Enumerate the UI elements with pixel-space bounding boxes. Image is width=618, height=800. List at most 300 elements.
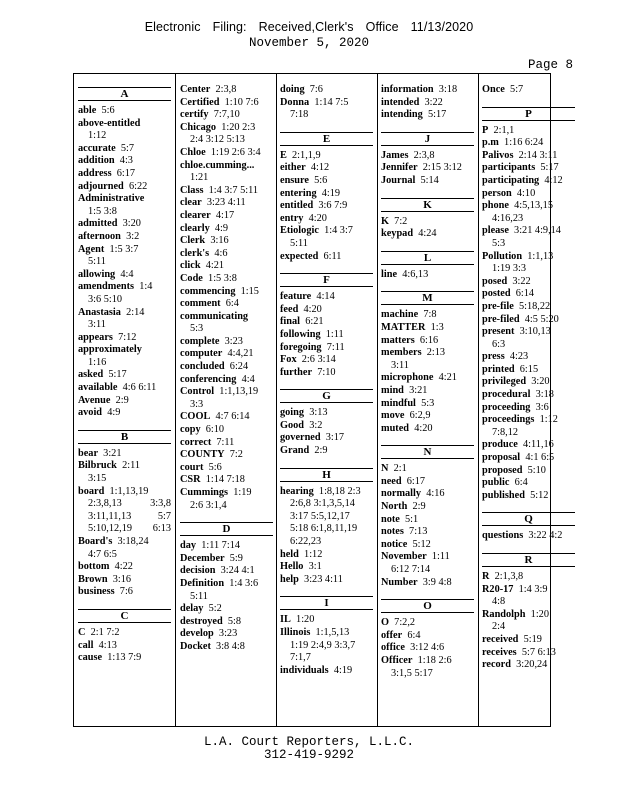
index-word: privileged: [482, 376, 527, 388]
index-entry: [280, 354, 373, 367]
index-refs-continued: 4:16,23: [492, 212, 524, 224]
index-refs: 4:3: [119, 155, 133, 167]
index-entry: [280, 329, 373, 342]
index-word: Donna: [280, 96, 310, 108]
index-refs: 4:7 6:14: [215, 411, 250, 423]
index-entry: [280, 420, 373, 433]
index-refs: 3:12 4:6: [410, 642, 445, 654]
index-word: notes: [381, 526, 404, 538]
index-refs: 3:18: [535, 389, 554, 401]
index-refs-continued: 3:15: [88, 473, 107, 485]
index-word: received: [482, 633, 519, 645]
index-refs: 1:12: [539, 414, 558, 426]
index-entry: [280, 175, 373, 188]
index-refs-continued: 5:3: [492, 237, 506, 249]
index-word: Chloe: [180, 146, 206, 158]
index-refs: 4:6 6:11: [122, 382, 157, 394]
index-word: feed: [280, 303, 299, 315]
index-refs: 3:20,24: [516, 659, 548, 671]
index-word: proceedings: [482, 414, 535, 426]
index-word: admitted: [78, 218, 118, 230]
index-refs: 4:22: [114, 561, 133, 573]
index-entry: [78, 193, 171, 206]
index-entry: [381, 150, 474, 163]
index-word: certify: [180, 109, 209, 121]
index-entry: [280, 574, 373, 587]
index-refs-continued: 1:19 3:3: [492, 263, 527, 275]
index-word: Certified: [180, 96, 220, 108]
index-word: amendments: [78, 281, 135, 293]
filing-stamp-date: 11/13/2020: [410, 20, 474, 34]
index-refs: 7:11: [326, 341, 345, 353]
index-refs: 6:4: [225, 298, 239, 310]
index-column-4: [381, 84, 474, 680]
index-entry: [180, 641, 273, 654]
index-entry: [78, 407, 171, 420]
index-word: Pollution: [482, 250, 523, 262]
index-entry: [78, 155, 171, 168]
index-entry: [180, 273, 273, 286]
letter-heading: A: [78, 87, 171, 101]
index-word: avoid: [78, 407, 103, 419]
index-entry: [280, 627, 373, 640]
filing-electronic: Electronic: [144, 20, 201, 34]
index-refs: 4:24: [418, 228, 437, 240]
index-refs: 1:5 3:8: [208, 272, 237, 284]
index-refs: 3:16: [112, 573, 132, 585]
index-entry: [78, 586, 171, 599]
index-refs-continued: [78, 511, 171, 524]
index-refs: 5:7 6:13: [521, 646, 556, 658]
index-refs: 3:23: [224, 335, 243, 347]
index-word: North: [381, 501, 408, 513]
index-refs: 4:14: [316, 291, 335, 303]
index-refs: 4:16: [426, 488, 445, 500]
index-refs: 5:2: [208, 603, 222, 615]
index-entry: [280, 614, 373, 627]
index-refs-continued: 3:17 5:5,12,17: [290, 510, 350, 522]
index-word: move: [381, 410, 405, 422]
index-entry: [78, 143, 171, 156]
column-divider: [276, 74, 277, 726]
index-refs-continued: 3:6 5:10: [88, 293, 123, 305]
index-entry: [381, 269, 474, 282]
index-entry: [280, 150, 373, 163]
index-word: present: [482, 326, 515, 338]
index-word: copy: [180, 424, 201, 436]
index-entry: [482, 477, 575, 490]
index-refs: 1:19: [233, 487, 252, 498]
index-entry: [180, 147, 273, 160]
index-word: entitled: [280, 200, 314, 212]
index-refs: 3:22 4:2: [528, 530, 563, 542]
index-word: offer: [381, 629, 403, 641]
index-refs: 5:6: [101, 105, 115, 116]
index-entry: [482, 584, 575, 597]
index-entry: [482, 326, 575, 339]
index-entry: [381, 410, 474, 423]
index-refs-continued: 6:12 7:14: [391, 564, 431, 576]
index-word: P: [482, 124, 489, 136]
index-refs-continued: 1:16: [88, 356, 107, 368]
index-entry: [381, 539, 474, 552]
index-entry: [381, 642, 474, 655]
index-refs: 3:18: [438, 84, 458, 95]
index-refs: 2:9: [412, 501, 426, 513]
index-entry: [280, 188, 373, 201]
index-refs: 1:11 7:14: [201, 540, 240, 552]
index-refs: 1:13 7:9: [107, 652, 142, 664]
index-entry: [78, 561, 171, 574]
index-entry: [78, 118, 171, 131]
index-entry: [78, 574, 171, 587]
index-refs: 1:5 3:7: [109, 243, 139, 255]
index-refs: 5:8: [227, 615, 242, 627]
index-entry: [482, 634, 575, 647]
index-refs: 1:1,13: [527, 250, 554, 262]
index-entry: [180, 424, 273, 437]
index-refs: 1:20 2:3: [221, 121, 256, 133]
index-entry: [78, 332, 171, 345]
index-entry: [381, 109, 474, 122]
index-refs: 4:9: [214, 222, 229, 234]
index-refs: 6:21: [305, 316, 324, 328]
index-word: record: [482, 659, 511, 671]
index-word: microphone: [381, 372, 434, 384]
index-entry: [78, 231, 171, 244]
index-refs: 2:14: [126, 306, 145, 318]
index-refs: 2:6 3:14: [301, 354, 336, 366]
letter-heading: N: [381, 445, 474, 459]
index-refs: 4:23: [509, 351, 529, 363]
index-refs: 6:15: [519, 363, 539, 375]
index-refs: 3:21 4:9,14: [514, 225, 561, 237]
index-entry: [78, 640, 171, 653]
index-entry: [381, 526, 474, 539]
index-entry: [180, 540, 273, 553]
index-refs: 1:1,5,13: [315, 627, 350, 638]
index-entry: [482, 376, 575, 389]
index-entry: [482, 125, 575, 138]
index-word: Etiologic: [280, 225, 319, 237]
index-refs: 5:7: [510, 84, 524, 95]
index-refs: 6:13: [152, 523, 171, 535]
index-entry: [482, 571, 575, 584]
index-entry: [381, 97, 474, 110]
index-refs: 1:4 3:7 5:11: [208, 184, 259, 196]
index-refs: 3:8 4:8: [216, 640, 245, 652]
index-word: person: [482, 187, 512, 199]
index-word: Chicago: [180, 121, 217, 133]
letter-heading: K: [381, 198, 474, 212]
index-word: board: [78, 485, 105, 497]
index-word: adjourned: [78, 180, 124, 192]
index-word: members: [381, 347, 422, 359]
index-refs: 5:7: [120, 142, 135, 154]
index-word: COOL: [180, 411, 211, 423]
index-refs: 2:11: [122, 460, 141, 472]
index-refs: 5:17: [108, 369, 127, 381]
index-refs: 5:6: [314, 174, 328, 186]
hearing-date: November 5, 2020: [248, 36, 370, 50]
index-entry: [482, 609, 575, 622]
index-word: expected: [280, 250, 319, 262]
index-refs: 6:2,9: [409, 410, 431, 422]
index-refs: 5:18,22: [519, 300, 551, 312]
index-refs-continued: 5:11: [190, 590, 208, 602]
index-entry: [280, 432, 373, 445]
index-entry: [78, 168, 171, 181]
index-entry: [381, 577, 474, 590]
index-refs: 1:4: [139, 281, 153, 293]
index-refs: 3:20: [531, 376, 550, 388]
index-entry: [280, 486, 373, 499]
index-refs: 3:22: [424, 96, 443, 108]
index-word: COUNTY: [180, 449, 225, 461]
index-refs-continued: 1:21: [190, 172, 209, 184]
index-refs: 2:1 7:2: [90, 626, 120, 638]
index-entry: [381, 488, 474, 501]
filing-label: Filing:: [212, 20, 247, 34]
index-word: Fox: [280, 354, 297, 366]
index-word: information: [381, 84, 434, 95]
index-word: cause: [78, 652, 103, 664]
index-refs: 1:14 7:18: [205, 474, 245, 486]
index-word: entering: [280, 187, 317, 199]
index-word: office: [381, 642, 406, 654]
index-entry: [180, 386, 273, 399]
index-word: day: [180, 540, 197, 552]
letter-heading: B: [78, 430, 171, 444]
index-entry: [482, 439, 575, 452]
index-entry: [280, 665, 373, 678]
index-entry: [280, 200, 373, 213]
index-word: doing: [280, 84, 305, 95]
index-refs: 1:1,13,19: [219, 386, 259, 398]
letter-heading: D: [180, 522, 273, 536]
index-refs: 6:14: [515, 288, 535, 300]
index-entry: [381, 175, 474, 188]
index-word: clearer: [180, 209, 211, 221]
index-word: able: [78, 105, 97, 116]
index-refs-continued: [78, 523, 171, 536]
index-word: afternoon: [78, 230, 121, 242]
index-refs: 6:11: [323, 250, 342, 262]
index-refs: 2:1: [393, 463, 407, 475]
index-refs: 6:4: [407, 629, 421, 641]
index-refs: 4:19: [321, 187, 341, 199]
index-entry: [180, 122, 273, 135]
index-refs-continued: 5:3: [190, 323, 204, 335]
index-entry: [482, 137, 575, 150]
index-refs: 1:16 6:24: [504, 137, 544, 149]
index-word: E: [280, 149, 287, 161]
index-entry: [78, 369, 171, 382]
index-entry: [280, 407, 373, 420]
index-word: conferencing: [180, 373, 237, 385]
index-refs: 1:11: [431, 551, 450, 563]
index-entry: [482, 659, 575, 672]
index-word: Randolph: [482, 608, 526, 620]
index-entry: [482, 465, 575, 478]
index-word: IL: [280, 614, 291, 626]
index-refs-continued: 7:1,7: [290, 652, 311, 664]
index-refs: 3:21: [103, 447, 122, 459]
index-entry: [482, 647, 575, 660]
filing-stamp: [0, 20, 618, 34]
letter-heading: F: [280, 273, 373, 287]
index-entry: [180, 361, 273, 374]
index-refs: 3:20: [122, 218, 141, 230]
column-divider: [377, 74, 378, 726]
index-entry: [78, 460, 171, 473]
index-refs: 6:10: [205, 424, 225, 436]
index-word: Avenue: [78, 394, 111, 406]
index-refs: 6:22: [128, 180, 148, 192]
index-word: foregoing: [280, 341, 322, 353]
letter-heading: H: [280, 468, 373, 482]
letter-heading: E: [280, 132, 373, 146]
index-entry: [280, 225, 373, 238]
index-word: O: [381, 617, 390, 629]
index-word: allowing: [78, 268, 116, 280]
index-refs: 7:7,10: [213, 109, 240, 121]
index-refs: 4:21: [438, 372, 457, 384]
index-word: notice: [381, 538, 408, 550]
index-refs: 1:15: [240, 285, 259, 297]
index-refs: 2:9: [115, 394, 129, 406]
index-refs: 2:9: [314, 445, 328, 457]
index-word: clearly: [180, 222, 210, 234]
index-word: Brown: [78, 573, 108, 585]
index-word: accurate: [78, 142, 116, 154]
index-refs: 2:3,8,13: [88, 498, 122, 510]
index-word: address: [78, 167, 112, 179]
index-word: hearing: [280, 485, 314, 497]
index-word: published: [482, 489, 525, 501]
index-entry: [381, 476, 474, 489]
index-refs-continued: 4:8: [492, 596, 506, 608]
index-word: need: [381, 475, 402, 487]
index-entry: [180, 298, 273, 311]
index-refs: 3:3,8: [150, 498, 171, 510]
index-word: final: [280, 316, 301, 328]
index-word: phone: [482, 200, 509, 212]
index-entry: [180, 311, 273, 324]
index-refs: 3:17: [325, 432, 345, 444]
index-refs-continued: 3:11: [391, 359, 409, 371]
index-entry: [381, 84, 474, 97]
index-frame: [73, 73, 563, 727]
index-entry: [78, 627, 171, 640]
index-word: posted: [482, 288, 511, 300]
index-word: addition: [78, 155, 115, 167]
index-column-3: [280, 84, 373, 677]
index-entry: [180, 487, 273, 500]
index-refs: 5:17: [540, 162, 559, 174]
index-refs: 1:3: [430, 321, 444, 333]
index-refs-continued: 2:4: [492, 621, 506, 633]
index-entry: [180, 462, 273, 475]
index-refs: 3:11,11,13: [88, 510, 132, 522]
index-refs: 6:17: [116, 167, 136, 179]
index-entry: [280, 97, 373, 110]
index-word: Definition: [180, 577, 225, 589]
index-word: line: [381, 268, 398, 280]
index-entry: [381, 463, 474, 476]
index-entry: [482, 490, 575, 503]
index-entry: [482, 314, 575, 327]
index-word: held: [280, 548, 299, 560]
index-refs: 3:23: [218, 628, 238, 640]
index-word: develop: [180, 628, 214, 640]
index-word: matters: [381, 334, 415, 346]
index-word: proposal: [482, 452, 521, 464]
letter-heading: G: [280, 389, 373, 403]
index-word: press: [482, 351, 505, 363]
index-refs: 3:2: [126, 230, 140, 242]
index-word: feature: [280, 291, 312, 303]
index-refs-continued: 1:19 2:4,9 3:3,7: [290, 639, 356, 651]
index-refs: 4:20: [303, 303, 322, 315]
index-refs: 4:12: [310, 162, 330, 174]
index-word: either: [280, 162, 306, 174]
index-word: November: [381, 551, 427, 563]
index-refs: 2:1,1: [493, 124, 515, 136]
index-word: pre-file: [482, 300, 514, 312]
index-entry: [78, 652, 171, 665]
index-entry: [482, 288, 575, 301]
index-word: Clerk: [180, 235, 206, 247]
index-entry: [180, 603, 273, 616]
index-word: p.m: [482, 137, 499, 149]
index-word: business: [78, 586, 115, 598]
index-word: call: [78, 639, 94, 651]
index-word: muted: [381, 422, 410, 434]
index-refs: 4:17: [215, 209, 235, 221]
index-word: decision: [180, 565, 216, 577]
index-entry: [180, 97, 273, 110]
index-refs: 5:3: [421, 397, 435, 409]
index-refs: 5:10,12,19: [88, 523, 133, 535]
index-column-2: [180, 84, 273, 654]
column-divider: [175, 74, 176, 726]
index-word: Good: [280, 419, 305, 431]
column-divider: [478, 74, 479, 726]
index-refs-continued: 1:5 3:8: [88, 205, 117, 217]
index-entry: [482, 414, 575, 427]
index-word: clerk's: [180, 247, 210, 259]
index-refs: 3:13: [309, 407, 328, 419]
index-entry: [482, 364, 575, 377]
index-word: approximately: [78, 344, 142, 356]
index-word: procedural: [482, 389, 531, 401]
index-refs: 4:20: [308, 212, 327, 224]
index-refs: 2:14 3:11: [518, 149, 558, 161]
index-entry: [482, 162, 575, 175]
index-refs: 7:2: [229, 449, 243, 461]
index-entry: [180, 286, 273, 299]
index-word: further: [280, 366, 313, 378]
index-refs: 7:2,2: [394, 617, 416, 629]
index-refs: 4:11,16: [523, 439, 554, 451]
index-entry: [180, 553, 273, 566]
index-word: individuals: [280, 664, 329, 676]
index-entry: [482, 175, 575, 188]
index-entry: [180, 160, 273, 173]
index-word: Code: [180, 272, 203, 284]
index-refs: 1:10 7:6: [224, 96, 259, 108]
